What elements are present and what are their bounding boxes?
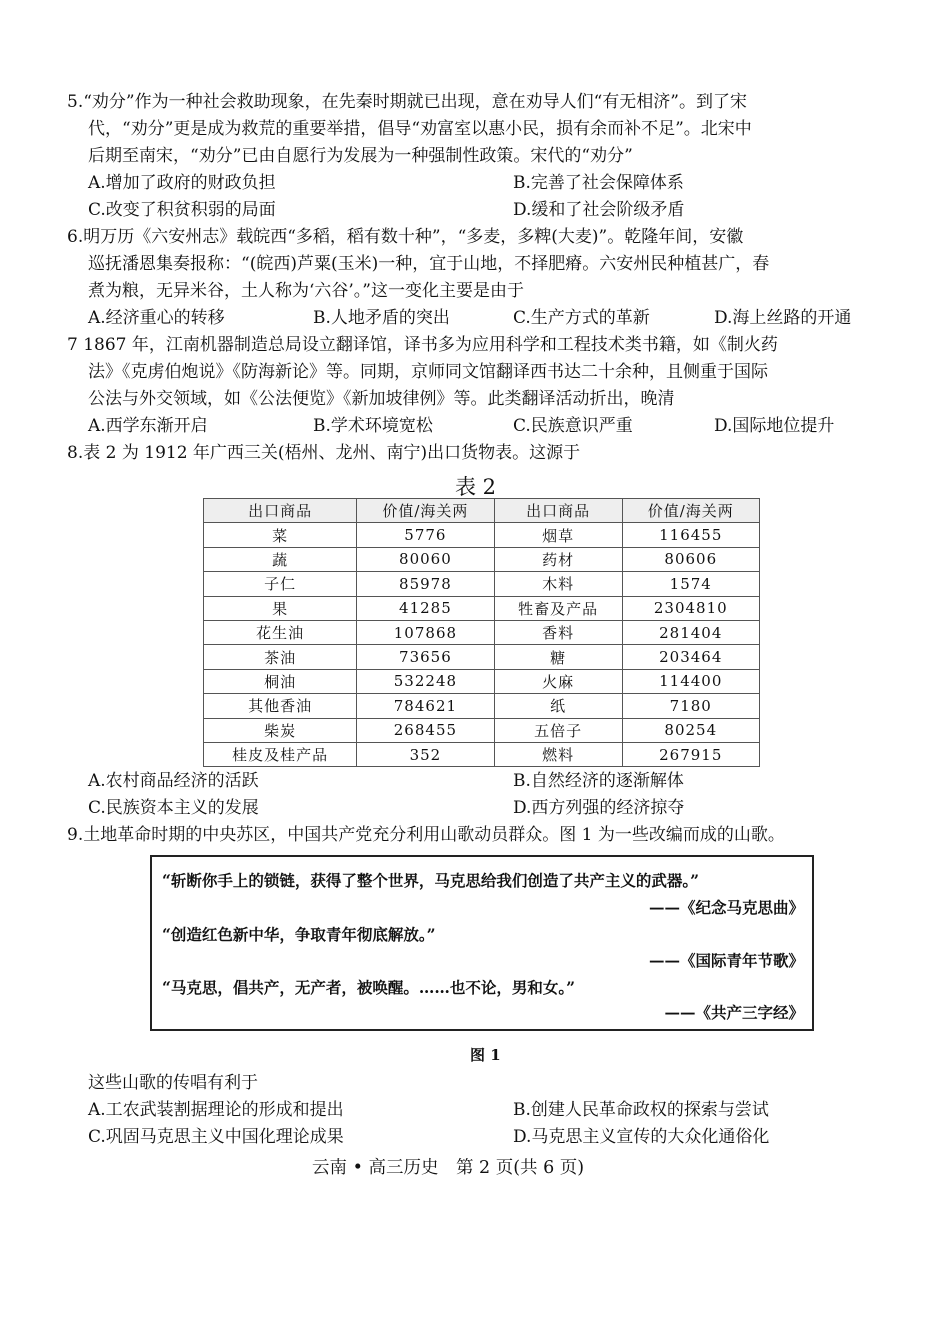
commodity-cell: 桐油 bbox=[204, 669, 357, 693]
song-source: ——《国际青年节歌》 bbox=[648, 951, 804, 970]
q9-option-a[interactable]: A.工农武装割据理论的形成和提出 bbox=[88, 1100, 344, 1120]
page-footer: 云南 • 高三历史 第 2 页(共 6 页) bbox=[312, 1158, 585, 1178]
commodity-cell: 菜 bbox=[204, 523, 357, 547]
table-row bbox=[204, 620, 760, 644]
q8-option-d[interactable]: D.西方列强的经济掠夺 bbox=[513, 798, 685, 818]
q5-option-b[interactable]: B.完善了社会保障体系 bbox=[513, 173, 684, 193]
value-cell: 73656 bbox=[357, 645, 494, 669]
commodity-cell: 燃料 bbox=[494, 742, 622, 766]
value-cell: 267915 bbox=[622, 742, 759, 766]
commodity-cell: 花生油 bbox=[204, 620, 357, 644]
q8-stem: 8.表 2 为 1912 年广西三关(梧州、龙州、南宁)出口货物表。这源于 bbox=[67, 443, 581, 463]
q7-line: 法》《克虏伯炮说》《防海新论》等。同期，京师同文馆翻译西书达二十余种，且侧重于国际 bbox=[88, 362, 768, 382]
commodity-cell: 其他香油 bbox=[204, 694, 357, 718]
figure-caption: 图 1 bbox=[470, 1046, 501, 1064]
table-row bbox=[204, 645, 760, 669]
value-cell: 107868 bbox=[357, 620, 494, 644]
table-header-row bbox=[204, 499, 760, 523]
commodity-cell: 纸 bbox=[494, 694, 622, 718]
commodity-cell: 五倍子 bbox=[494, 718, 622, 742]
commodity-cell: 果 bbox=[204, 596, 357, 620]
commodity-cell: 烟草 bbox=[494, 523, 622, 547]
table-row bbox=[204, 718, 760, 742]
table-row bbox=[204, 572, 760, 596]
commodity-cell: 火麻 bbox=[494, 669, 622, 693]
q9-stem: 9.土地革命时期的中央苏区，中国共产党充分利用山歌动员群众。图 1 为一些改编而成的山歌。 bbox=[67, 825, 785, 845]
value-cell: 114400 bbox=[622, 669, 759, 693]
commodity-cell: 木料 bbox=[494, 572, 622, 596]
commodity-cell: 桂皮及桂产品 bbox=[204, 742, 357, 766]
export-table bbox=[203, 498, 760, 767]
q8-option-a[interactable]: A.农村商品经济的活跃 bbox=[88, 771, 259, 791]
q9-option-d[interactable]: D.马克思主义宣传的大众化通俗化 bbox=[513, 1127, 770, 1147]
value-cell: 85978 bbox=[357, 572, 494, 596]
q7-line: 7 1867 年，江南机器制造总局设立翻译馆，译书多为应用科学和工程技术类书籍，如《制火药 bbox=[67, 335, 778, 355]
column-header: 价值/海关两 bbox=[622, 499, 759, 523]
q8-option-c[interactable]: C.民族资本主义的发展 bbox=[88, 798, 259, 818]
song-lyric: “斩断你手上的锁链，获得了整个世界，马克思给我们创造了共产主义的武器。” bbox=[162, 871, 700, 890]
value-cell: 7180 bbox=[622, 694, 759, 718]
q6-line: 煮为粮，无异米谷，土人称为‘六谷’。”这一变化主要是由于 bbox=[88, 281, 524, 301]
q9-option-b[interactable]: B.创建人民革命政权的探索与尝试 bbox=[513, 1100, 769, 1120]
song-source: ——《共产三字经》 bbox=[664, 1003, 804, 1022]
commodity-cell: 柴炭 bbox=[204, 718, 357, 742]
q7-option-c[interactable]: C.民族意识严重 bbox=[513, 416, 633, 436]
column-header: 价值/海关两 bbox=[357, 499, 494, 523]
q7-option-b[interactable]: B.学术环境宽松 bbox=[313, 416, 433, 436]
folk-song-figure bbox=[150, 855, 814, 1031]
table-row bbox=[204, 523, 760, 547]
q6-option-b[interactable]: B.人地矛盾的突出 bbox=[313, 308, 450, 328]
value-cell: 116455 bbox=[622, 523, 759, 547]
q6-line: 6.明万历《六安州志》载皖西“多稻，稻有数十种”，“多麦，多粺(大麦)”。乾隆年间，安徽 bbox=[67, 227, 744, 247]
value-cell: 532248 bbox=[357, 669, 494, 693]
q5-line: 5.“劝分”作为一种社会救助现象，在先秦时期就已出现，意在劝导人们“有无相济”。到了宋 bbox=[67, 92, 747, 112]
q5-option-d[interactable]: D.缓和了社会阶级矛盾 bbox=[513, 200, 685, 220]
table-row bbox=[204, 547, 760, 571]
commodity-cell: 蔬 bbox=[204, 547, 357, 571]
q7-line: 公法与外交领域，如《公法便览》《新加坡律例》等。此类翻译活动折出，晚清 bbox=[88, 389, 675, 409]
value-cell: 5776 bbox=[357, 523, 494, 547]
value-cell: 352 bbox=[357, 742, 494, 766]
q9-option-c[interactable]: C.巩固马克思主义中国化理论成果 bbox=[88, 1127, 344, 1147]
song-lyric: “创造红色新中华，争取青年彻底解放。” bbox=[162, 925, 436, 944]
table-row bbox=[204, 596, 760, 620]
q7-option-d[interactable]: D.国际地位提升 bbox=[714, 416, 835, 436]
q5-line: 代，“劝分”更是成为救荒的重要举措，倡导“劝富室以惠小民，损有余而补不足”。北宋中 bbox=[88, 119, 752, 139]
q5-option-a[interactable]: A.增加了政府的财政负担 bbox=[88, 173, 276, 193]
commodity-cell: 香料 bbox=[494, 620, 622, 644]
value-cell: 80060 bbox=[357, 547, 494, 571]
q7-option-a[interactable]: A.西学东渐开启 bbox=[88, 416, 208, 436]
value-cell: 784621 bbox=[357, 694, 494, 718]
table-row bbox=[204, 669, 760, 693]
q8-option-b[interactable]: B.自然经济的逐渐解体 bbox=[513, 771, 684, 791]
commodity-cell: 茶油 bbox=[204, 645, 357, 669]
value-cell: 203464 bbox=[622, 645, 759, 669]
q6-option-a[interactable]: A.经济重心的转移 bbox=[88, 308, 225, 328]
table-row bbox=[204, 742, 760, 766]
value-cell: 80254 bbox=[622, 718, 759, 742]
song-lyric: “马克思，倡共产，无产者，被唤醒。……也不论，男和女。” bbox=[162, 978, 576, 997]
value-cell: 1574 bbox=[622, 572, 759, 596]
commodity-cell: 糖 bbox=[494, 645, 622, 669]
q6-option-c[interactable]: C.生产方式的革新 bbox=[513, 308, 650, 328]
value-cell: 268455 bbox=[357, 718, 494, 742]
value-cell: 281404 bbox=[622, 620, 759, 644]
q9-question: 这些山歌的传唱有利于 bbox=[88, 1073, 258, 1093]
column-header: 出口商品 bbox=[494, 499, 622, 523]
column-header: 出口商品 bbox=[204, 499, 357, 523]
song-source: ——《纪念马克思曲》 bbox=[648, 898, 804, 917]
q6-line: 巡抚潘恩集奏报称：“(皖西)芦粟(玉米)一种，宜于山地，不择肥瘠。六安州民种植甚广，春 bbox=[88, 254, 770, 274]
q5-line: 后期至南宋，“劝分”已由自愿行为发展为一种强制性政策。宋代的“劝分” bbox=[88, 146, 633, 166]
value-cell: 41285 bbox=[357, 596, 494, 620]
table-title: 表 2 bbox=[455, 475, 497, 499]
table-row bbox=[204, 694, 760, 718]
commodity-cell: 牲畜及产品 bbox=[494, 596, 622, 620]
q6-option-d[interactable]: D.海上丝路的开通 bbox=[714, 308, 852, 328]
commodity-cell: 子仁 bbox=[204, 572, 357, 596]
value-cell: 80606 bbox=[622, 547, 759, 571]
q5-option-c[interactable]: C.改变了积贫积弱的局面 bbox=[88, 200, 276, 220]
value-cell: 2304810 bbox=[622, 596, 759, 620]
commodity-cell: 药材 bbox=[494, 547, 622, 571]
